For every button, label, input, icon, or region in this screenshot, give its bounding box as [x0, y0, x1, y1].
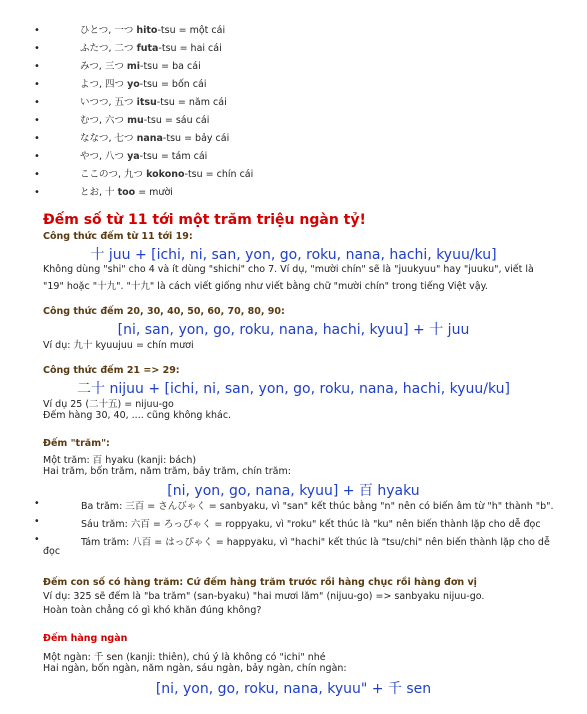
- list-item: • いつつ, 五つ itsu-tsu = năm cái: [0, 94, 587, 112]
- list-item: • ふたつ, 二つ futa-tsu = hai cái: [0, 40, 587, 58]
- bullet-icon: •: [34, 169, 40, 180]
- bullet-icon: •: [34, 151, 40, 162]
- list-item: • みつ, 三つ mi-tsu = ba cái: [0, 58, 587, 76]
- note-line: "19" hoặc "十九". "十九" là cách viết giống như viết bằng chữ "mười chín" trong tiếng Việt vậy.: [43, 281, 488, 292]
- note-line: Không dùng "shi" cho 4 và ít dùng "shichi" cho 7. Ví dụ, "mười chín" sẽ là "juukyuu" hay "juuku", viết là: [43, 264, 534, 275]
- formula-thousands: [ni, yon, go, roku, nana, kyuu" + 千 sen: [155, 681, 432, 697]
- bullet-icon: •: [34, 534, 40, 545]
- formula-title-11-19: Công thức đếm từ 11 tới 19:: [43, 231, 193, 242]
- formula-hundreds: [ni, yon, go, nana, kyuu] + 百 hyaku: [167, 483, 420, 499]
- counter-list: [0, 22, 587, 202]
- document-page: • ひとつ, 一つ hito-tsu = một cái • ふたつ, 二つ futa-tsu = hai cái • みつ, 三つ mi-tsu = ba cái • よつ, 四つ yo-tsu = bốn cái • いつつ, 五つ itsu-tsu = năm cái • むつ, 六つ mu-tsu = sáu cái • ななつ, 七つ nana-tsu = bảy cái • やつ, 八つ ya-tsu = tám cái • ここのつ, 九つ kokono-tsu = chín cái • とお, 十 too = mười Đếm số từ 11 tới một trăm triệu ngàn tỷ! Công thức đếm từ 11 tới 19: 十 juu + [ichi, ni, san, yon, go, roku, nana, hachi, kyuu/ku] Không dùng "shi" cho 4 và ít dùng "shichi" cho 7. Ví dụ, "mười chín" sẽ là "juukyuu" hay "juuku", viết là "19" hoặc "十九". "十九" là cách viết giống như viết bằng chữ "mười chín" trong tiếng Việt vậy. Công thức đếm 20, 30, 40, 50, 60, 70, 80, 90: [ni, san, yon, go, roku, nana, hachi, kyuu] + 十 juu Ví dụ: 九十 kyuujuu = chín mươi Công thức đếm 21 => 29: 二十 nijuu + [ichi, ni, san, yon, go, roku, nana, hachi, kyuu/ku] Ví dụ 25 (二十五) = nijuu-go Đếm hàng 30, 40, .... cũng không khác. Đếm "trăm": Một trăm: 百 hyaku (kanji: bách) Hai trăm, bốn trăm, năm trăm, bảy trăm, chín trăm: [ni, yon, go, nana, kyuu] + 百 hyaku • Ba trăm: 三百 = さんびゃく = sanbyaku, vì "san" kết thúc bằng "n" nên có biến âm từ "h" thành "b". • Sáu trăm: 六百 = ろっぴゃく = roppyaku, vì "roku" kết thúc là "ku" nên biến thành lặp cho dễ đọc • Tám trăm: 八百 = はっぴゃく = happyaku, vì "hachi" kết thúc là "tsu/chi" nên biến thành lặp cho dễ đọc Đếm con số có hàng trăm: Cứ đếm hàng trăm trước rồi hàng chục rồi hàng đơn vị Ví dụ: 325 sẽ đếm là "ba trăm" (san-byaku) "hai mươi lăm" (nijuu-go) => sanbyaku nijuu-go. Hoàn toàn chẳng có gì khó khăn đúng không? Đếm hàng ngàn Một ngàn: 千 sen (kanji: thiên), chú ý là không có "ichi" nhé Hai ngàn, bốn ngàn, năm ngàn, sáu ngàn, bảy ngàn, chín ngàn: [ni, yon, go, roku, nana, kyuu" + 千 sen: [0, 0, 587, 714]
- bullet-icon: •: [34, 79, 40, 90]
- list-item: • やつ, 八つ ya-tsu = tám cái: [0, 148, 587, 166]
- list-item: • とお, 十 too = mười: [0, 184, 587, 202]
- bullet-icon: •: [34, 115, 40, 126]
- list-item: • ひとつ, 一つ hito-tsu = một cái: [0, 22, 587, 40]
- formula-11-19: 十 juu + [ichi, ni, san, yon, go, roku, nana, hachi, kyuu/ku]: [90, 247, 497, 263]
- list-item: • ななつ, 七つ nana-tsu = bảy cái: [0, 130, 587, 148]
- bullet-icon: •: [34, 97, 40, 108]
- bullet-icon: •: [34, 187, 40, 198]
- list-item: • むつ, 六つ mu-tsu = sáu cái: [0, 112, 587, 130]
- list-item: • ここのつ, 九つ kokono-tsu = chín cái: [0, 166, 587, 184]
- formula-title-thousands: Đếm hàng ngàn: [43, 633, 128, 644]
- text-line: Một trăm: 百 hyaku (kanji: bách): [43, 455, 197, 466]
- bullet-icon: •: [34, 61, 40, 72]
- text-line: Hai trăm, bốn trăm, năm trăm, bảy trăm, chín trăm:: [43, 466, 291, 477]
- formula-title-21-29: Công thức đếm 21 => 29:: [43, 365, 180, 376]
- bullet-icon: •: [34, 43, 40, 54]
- text-line: đọc: [43, 546, 61, 557]
- formula-title-hundreds: Đếm "trăm":: [43, 438, 110, 449]
- text-line: Một ngàn: 千 sen (kanji: thiên), chú ý là không có "ichi" nhé: [43, 652, 326, 663]
- section-heading: Đếm số từ 11 tới một trăm triệu ngàn tỷ!: [43, 212, 366, 228]
- formula-tens: [ni, san, yon, go, roku, nana, hachi, kyuu] + 十 juu: [117, 322, 470, 338]
- bullet-icon: •: [34, 133, 40, 144]
- formula-title-composite: Đếm con số có hàng trăm: Cứ đếm hàng trăm trước rồi hàng chục rồi hàng đơn vị: [43, 577, 477, 588]
- bullet-icon: •: [34, 498, 40, 509]
- text-line: Hai ngàn, bốn ngàn, năm ngàn, sáu ngàn, bảy ngàn, chín ngàn:: [43, 663, 347, 674]
- example-line: Ví dụ 25 (二十五) = nijuu-go: [43, 399, 174, 410]
- bullet-icon: •: [34, 25, 40, 36]
- example-line: Ví dụ: 九十 kyuujuu = chín mươi: [43, 340, 194, 351]
- example-line: Ví dụ: 325 sẽ đếm là "ba trăm" (san-byaku) "hai mươi lăm" (nijuu-go) => sanbyaku nijuu-go.: [43, 591, 485, 602]
- formula-21-29: 二十 nijuu + [ichi, ni, san, yon, go, roku, nana, hachi, kyuu/ku]: [77, 381, 510, 397]
- text-line: Hoàn toàn chẳng có gì khó khăn đúng không?: [43, 605, 262, 616]
- list-item: • よつ, 四つ yo-tsu = bốn cái: [0, 76, 587, 94]
- note-line: Đếm hàng 30, 40, .... cũng không khác.: [43, 410, 232, 421]
- formula-title-tens: Công thức đếm 20, 30, 40, 50, 60, 70, 80, 90:: [43, 306, 285, 317]
- bullet-icon: •: [34, 516, 40, 527]
